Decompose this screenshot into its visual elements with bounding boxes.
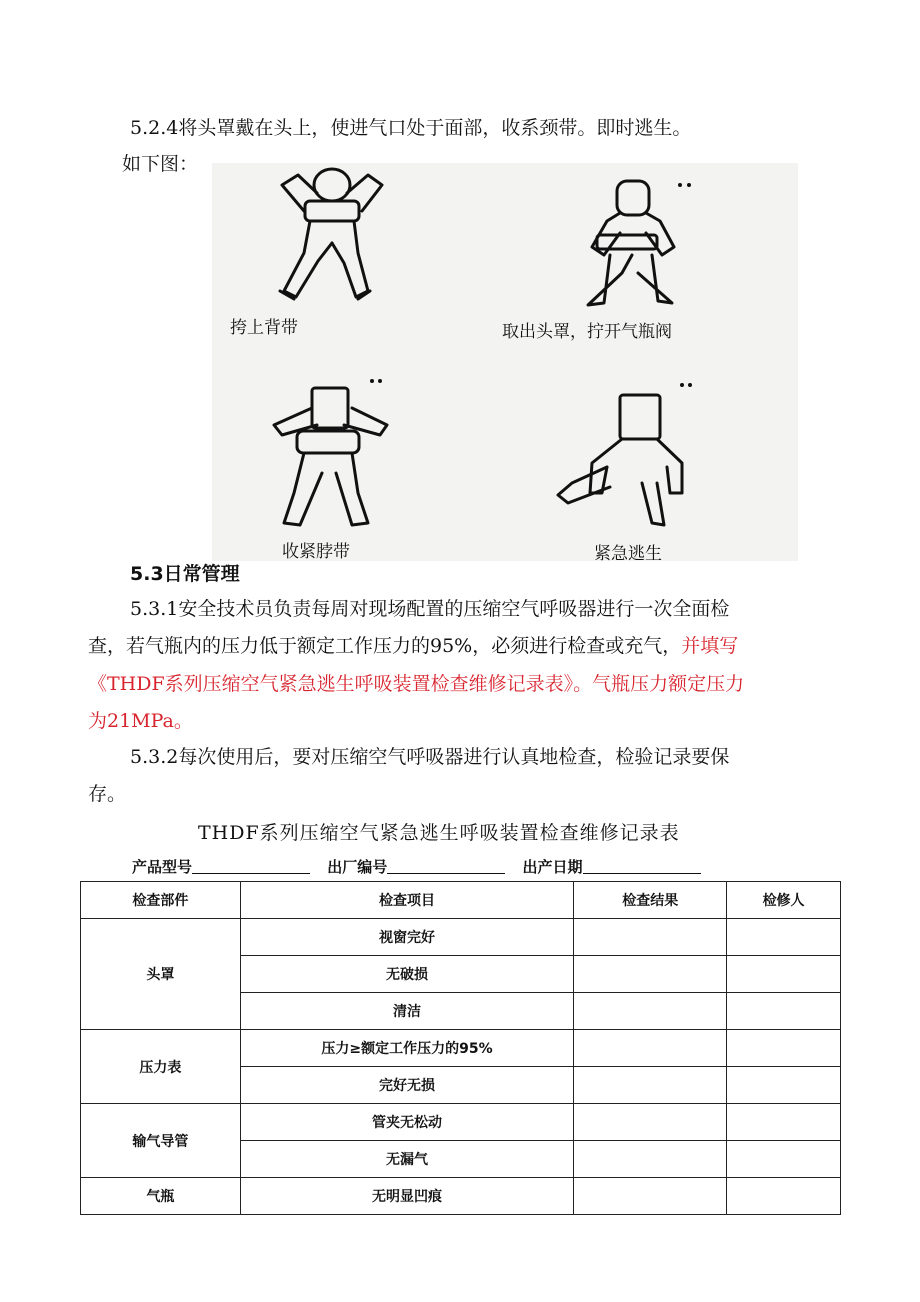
table-row [81, 1104, 841, 1141]
paragraph-5-3-1-line2-black: 查，若气瓶内的压力低于额定工作压力的95%，必须进行检查或充气， [88, 635, 682, 657]
caption-emergency-escape: 紧急逃生 [594, 544, 662, 564]
part-cell: 输气导管 [81, 1104, 241, 1178]
item-cell: 无破损 [240, 956, 574, 993]
paragraph-5-3-1-line4: 为21MPa。 [88, 710, 193, 732]
paragraph-5-3-1-line2-red: 并填写 [681, 635, 739, 657]
serial-number-blank[interactable] [387, 857, 505, 874]
figure-emergency-escape [558, 395, 682, 525]
record-table-meta [132, 856, 713, 877]
escape-procedure-figure [212, 163, 798, 564]
part-cell: 气瓶 [81, 1178, 241, 1215]
production-date-blank[interactable] [583, 857, 701, 874]
result-cell[interactable] [574, 1178, 727, 1215]
product-model-label: 产品型号 [132, 858, 193, 876]
inspector-cell[interactable] [727, 1141, 841, 1178]
paragraph-5-2-4: 5.2.4将头罩戴在头上，使进气口处于面部，收系颈带。即时逃生。 [130, 117, 692, 139]
inspector-cell[interactable] [727, 1104, 841, 1141]
table-row [81, 1178, 841, 1215]
inspection-record-table [80, 881, 841, 1215]
result-cell[interactable] [574, 1030, 727, 1067]
inspector-cell[interactable] [727, 1067, 841, 1104]
production-date-label: 出产日期 [522, 858, 583, 876]
inspector-cell[interactable] [727, 956, 841, 993]
table-row [81, 1030, 841, 1067]
item-cell: 无漏气 [240, 1141, 574, 1178]
caption-tighten-neck-strap: 收紧脖带 [282, 542, 350, 562]
figure-put-on-strap [280, 169, 382, 299]
header-part: 检查部件 [81, 882, 241, 919]
result-cell[interactable] [574, 993, 727, 1030]
part-cell: 头罩 [81, 919, 241, 1030]
paragraph-5-3-2-line2: 存。 [88, 783, 127, 805]
result-cell[interactable] [574, 919, 727, 956]
part-cell: 压力表 [81, 1030, 241, 1104]
table-row [81, 919, 841, 956]
item-cell: 完好无损 [240, 1067, 574, 1104]
record-table-title: THDF系列压缩空气紧急逃生呼吸装置检查维修记录表 [198, 822, 680, 844]
section-heading-5-3: 5.3日常管理 [130, 563, 240, 585]
paragraph-5-3-1-line3: 《THDF系列压缩空气紧急逃生呼吸装置检查维修记录表》。气瓶压力额定压力 [88, 673, 745, 695]
paragraph-5-3-1-line2 [88, 634, 828, 658]
header-inspector: 检修人 [727, 882, 841, 919]
product-model-blank[interactable] [192, 857, 310, 874]
table-header-row [81, 882, 841, 919]
header-item: 检查项目 [240, 882, 574, 919]
figure-take-out-hood [588, 181, 674, 305]
inspector-cell[interactable] [727, 919, 841, 956]
header-result: 检查结果 [574, 882, 727, 919]
result-cell[interactable] [574, 1067, 727, 1104]
caption-put-on-strap: 挎上背带 [230, 318, 298, 338]
result-cell[interactable] [574, 956, 727, 993]
item-cell: 无明显凹痕 [240, 1178, 574, 1215]
result-cell[interactable] [574, 1141, 727, 1178]
figure-intro: 如下图： [122, 153, 199, 175]
figure-tighten-neck-strap [274, 388, 387, 525]
paragraph-5-3-2-line1: 5.3.2每次使用后，要对压缩空气呼吸器进行认真地检查，检验记录要保 [130, 746, 730, 768]
item-cell: 管夹无松动 [240, 1104, 574, 1141]
item-cell: 压力≥额定工作压力的95% [240, 1030, 574, 1067]
inspector-cell[interactable] [727, 1178, 841, 1215]
serial-number-label: 出厂编号 [327, 858, 388, 876]
inspector-cell[interactable] [727, 993, 841, 1030]
item-cell: 清洁 [240, 993, 574, 1030]
result-cell[interactable] [574, 1104, 727, 1141]
paragraph-5-3-1-line1: 5.3.1安全技术员负责每周对现场配置的压缩空气呼吸器进行一次全面检 [130, 598, 730, 620]
item-cell: 视窗完好 [240, 919, 574, 956]
inspector-cell[interactable] [727, 1030, 841, 1067]
caption-take-out-hood: 取出头罩，拧开气瓶阀 [502, 322, 672, 342]
